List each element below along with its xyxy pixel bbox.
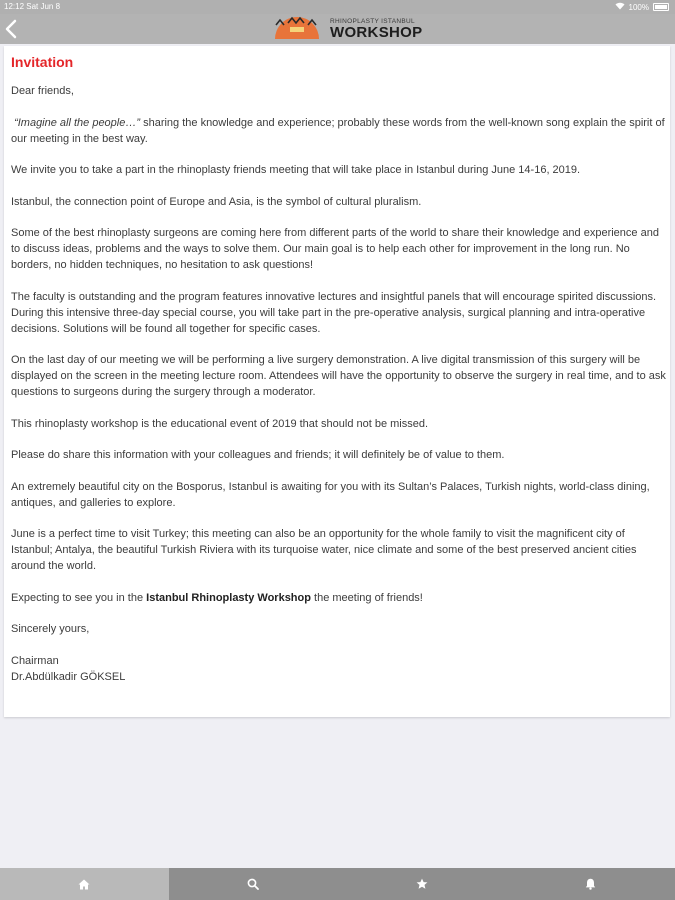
chevron-left-icon <box>4 18 18 40</box>
status-bar <box>0 0 675 14</box>
paragraph-9: An extremely beautiful city on the Bosporus, Istanbul is awaiting for you with its Sultan’s Palaces, Turkish nights, world-class dining, antiques, and galleries to explore. <box>11 480 650 509</box>
tab-notifications[interactable] <box>506 868 675 900</box>
star-icon <box>416 878 428 890</box>
battery-label: 100% <box>628 2 649 12</box>
paragraph-7: This rhinoplasty workshop is the educational event of 2019 that should not be missed. <box>11 417 429 430</box>
tab-favorites[interactable] <box>338 868 507 900</box>
paragraph-2: We invite you to take a part in the rhinoplasty friends meeting that will take place in Istanbul during June 14-16, 2019. <box>11 164 581 176</box>
logo-subtitle: RHINOPLASTY ISTANBUL <box>330 18 415 25</box>
letter-body <box>11 83 666 685</box>
paragraph-5: The faculty is outstanding and the program features innovative lectures and insightful panels that will encourage spirited discussions. During this intensive three-day special course, you will take part in the pre-operative analysis, surgical planning and intra-operative decisions. Solutions will be found all together for specific cases. <box>11 290 657 335</box>
paragraph-1-rest: sharing the knowledge and experience; probably these words from the well-known song explain the spirit of our meeting in the best way. <box>11 116 665 145</box>
wifi-icon <box>615 2 625 12</box>
home-icon <box>78 879 90 890</box>
tab-bar <box>0 868 675 900</box>
page-title: Invitation <box>11 54 74 70</box>
signature-name: Dr.Abdülkadir GÖKSEL <box>11 670 126 683</box>
tab-home[interactable] <box>0 868 169 900</box>
greeting: Dear friends, <box>11 85 74 97</box>
nav-bar <box>0 14 675 44</box>
paragraph-11 <box>11 590 666 606</box>
paragraph-8: Please do share this information with your colleagues and friends; it will definitely be of value to them. <box>11 449 505 461</box>
paragraph-3: Istanbul, the connection point of Europe and Asia, is the symbol of cultural pluralism. <box>11 195 422 208</box>
quote-text: “Imagine all the people…” <box>14 116 141 129</box>
battery-icon <box>653 3 669 11</box>
bell-icon <box>585 878 596 890</box>
paragraph-10: June is a perfect time to visit Turkey; this meeting can also be an opportunity for the whole family to visit the magnificent city of Istanbul; Antalya, the beautiful Turkish Riviera with its turquoise water, nice climate and some of the best preserved ancient cities around the world. <box>11 528 637 572</box>
paragraph-1 <box>11 115 666 147</box>
back-button[interactable] <box>4 18 24 40</box>
search-icon <box>247 878 259 890</box>
event-name: Istanbul Rhinoplasty Workshop <box>146 591 311 604</box>
signature-role: Chairman <box>11 654 59 667</box>
logo <box>268 14 423 44</box>
status-right <box>615 2 669 12</box>
paragraph-4: Some of the best rhinoplasty surgeons are coming here from different parts of the world to share their knowledge and experience and to discuss ideas, problems and the ways to solve them. Our main goal is to help each other for improvement in the long run. No borders, no hidden techniques, no hesitation to ask questions! <box>11 227 659 271</box>
logo-title: WORKSHOP <box>330 24 423 41</box>
paragraph-11-pre: Expecting to see you in the <box>11 591 147 604</box>
tab-search[interactable] <box>169 868 338 900</box>
status-time: 12:12 Sat Jun 8 <box>4 2 61 11</box>
paragraph-6: On the last day of our meeting we will be performing a live surgery demonstration. A live digital transmission of this surgery will be displayed on the screen in the meeting lecture room. Attendees will have the opportunity to observe the surgery in real time, and to ask questions to surgeons during the surgery through a moderator. <box>11 354 666 398</box>
invitation-card <box>4 46 670 717</box>
closing: Sincerely yours, <box>11 623 90 635</box>
paragraph-11-post: the meeting of friends! <box>310 591 423 604</box>
logo-mark-icon <box>268 15 326 43</box>
